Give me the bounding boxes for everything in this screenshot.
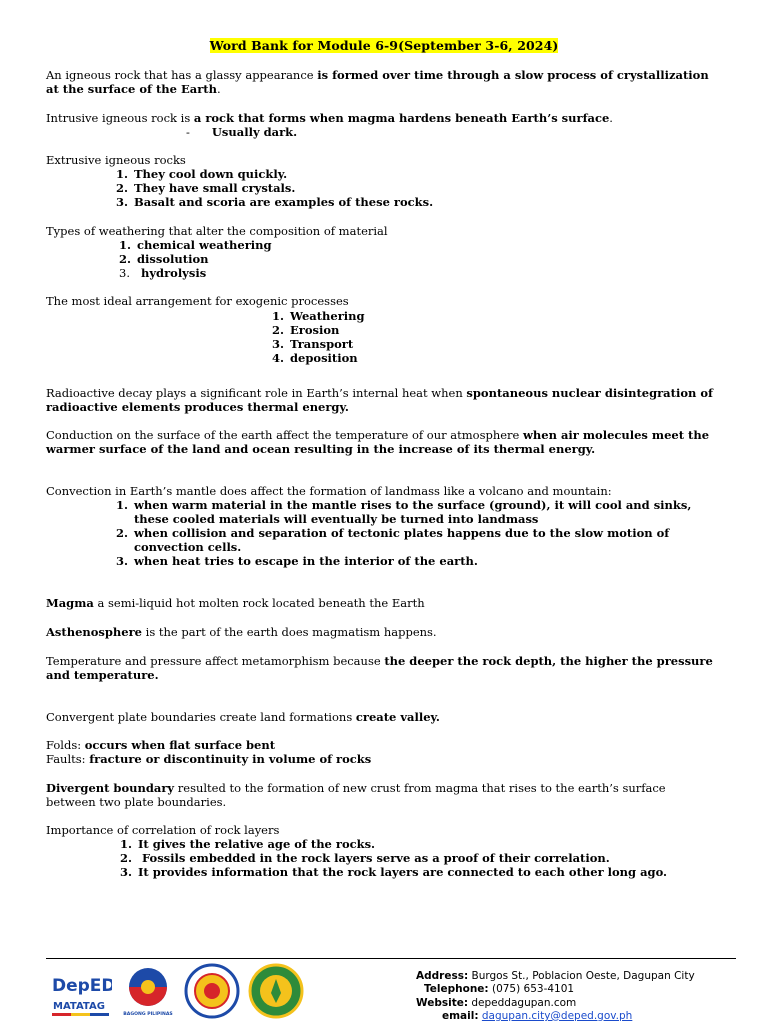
list-item: 3. Transport <box>272 337 354 351</box>
list-item: 2. Erosion <box>272 323 340 337</box>
list-item: 2. They have small crystals. <box>116 181 296 195</box>
footer-contact <box>416 970 695 1023</box>
document-title: Word Bank for Module 6-9(September 3-6, 2024) <box>209 38 559 53</box>
paragraph-divergent: Divergent boundary resulted to the formation of new crust from magma that rises to the earth’s surface between two plate boundaries. <box>46 781 666 809</box>
paragraph-glassy-rock: An igneous rock that has a glassy appearance is formed over time through a slow process of crystallization at the surface of the Earth. <box>46 68 709 96</box>
intrusive-subnote: - Usually dark. <box>186 125 298 139</box>
list-item: 2. when collision and separation of tectonic plates happens due to the slow motion of convection cells. <box>116 526 670 554</box>
paragraph-metamorphism: Temperature and pressure affect metamorphism because the deeper the rock depth, the higher the pressure and temperature. <box>46 654 713 682</box>
list-item: 1. It gives the relative age of the rocks. <box>120 837 376 851</box>
weathering-list <box>119 238 619 280</box>
list-item: 3. when heat tries to escape in the interior of the earth. <box>116 554 478 568</box>
list-item: 1. They cool down quickly. <box>116 167 288 181</box>
convection-list <box>116 498 720 568</box>
email-line: email: dagupan.city@deped.gov.ph <box>442 1009 633 1022</box>
extrusive-lead: Extrusive igneous rocks <box>46 153 186 167</box>
correlation-lead: Importance of correlation of rock layers <box>46 823 280 837</box>
exogenic-lead: The most ideal arrangement for exogenic processes <box>46 294 349 308</box>
correlation-list <box>120 837 700 879</box>
list-item: 3. hydrolysis <box>119 266 207 280</box>
email-link[interactable]: dagupan.city@deped.gov.ph <box>481 1009 633 1022</box>
svg-text:BAGONG PILIPINAS: BAGONG PILIPINAS <box>123 1012 173 1017</box>
deped-matatag-logo <box>50 963 112 1019</box>
footer-logos <box>50 962 304 1020</box>
weathering-lead: Types of weathering that alter the composition of material <box>46 224 388 238</box>
list-item: 3. It provides information that the rock layers are connected to each other long ago. <box>120 865 668 879</box>
paragraph-asthenosphere: Asthenosphere is the part of the earth does magmatism happens. <box>46 625 437 639</box>
exogenic-list <box>272 309 672 365</box>
list-item: 1. chemical weathering <box>119 238 272 252</box>
telephone-line: Telephone: (075) 653-4101 <box>424 983 575 996</box>
paragraph-faults: Faults: fracture or discontinuity in volume of rocks <box>46 752 372 766</box>
school-division-seal <box>248 963 304 1019</box>
convection-lead: Convection in Earth’s mantle does affect the formation of landmass like a volcano and mountain: <box>46 484 612 498</box>
website-line: Website: depeddagupan.com <box>416 996 577 1009</box>
address-line: Address: Burgos St., Poblacion Oeste, Dagupan City <box>416 970 695 982</box>
paragraph-folds: Folds: occurs when flat surface bent <box>46 738 276 752</box>
paragraph-intrusive-rock: Intrusive igneous rock is a rock that forms when magma hardens beneath Earth’s surface. <box>46 111 613 125</box>
list-item: 1. Weathering <box>272 309 365 323</box>
paragraph-magma: Magma a semi-liquid hot molten rock located beneath the Earth <box>46 596 425 610</box>
department-of-education-seal <box>184 963 240 1019</box>
svg-text:DepED: DepED <box>52 976 112 996</box>
list-item: 2. dissolution <box>119 252 209 266</box>
list-item: 1. when warm material in the mantle rises to the surface (ground), it will cool and sinks, these cooled materials will eventually be turned into landmass <box>116 498 692 526</box>
footer-divider <box>46 958 736 959</box>
bagong-pilipinas-logo <box>120 963 176 1019</box>
extrusive-list <box>116 167 716 209</box>
list-item: 4. deposition <box>272 351 358 365</box>
list-item: 2. Fossils embedded in the rock layers serve as a proof of their correlation. <box>120 851 610 865</box>
list-item: 3. Basalt and scoria are examples of these rocks. <box>116 195 434 209</box>
paragraph-convergent: Convergent plate boundaries create land formations create valley. <box>46 710 440 724</box>
paragraph-radioactive-decay: Radioactive decay plays a significant role in Earth’s internal heat when spontaneous nuclear disintegration of radioactive elements produces thermal energy. <box>46 386 713 414</box>
svg-text:MATATAG: MATATAG <box>53 1001 105 1012</box>
paragraph-conduction: Conduction on the surface of the earth affect the temperature of our atmosphere when air molecules meet the warmer surface of the land and ocean resulting in the increase of its thermal energy. <box>46 428 710 456</box>
